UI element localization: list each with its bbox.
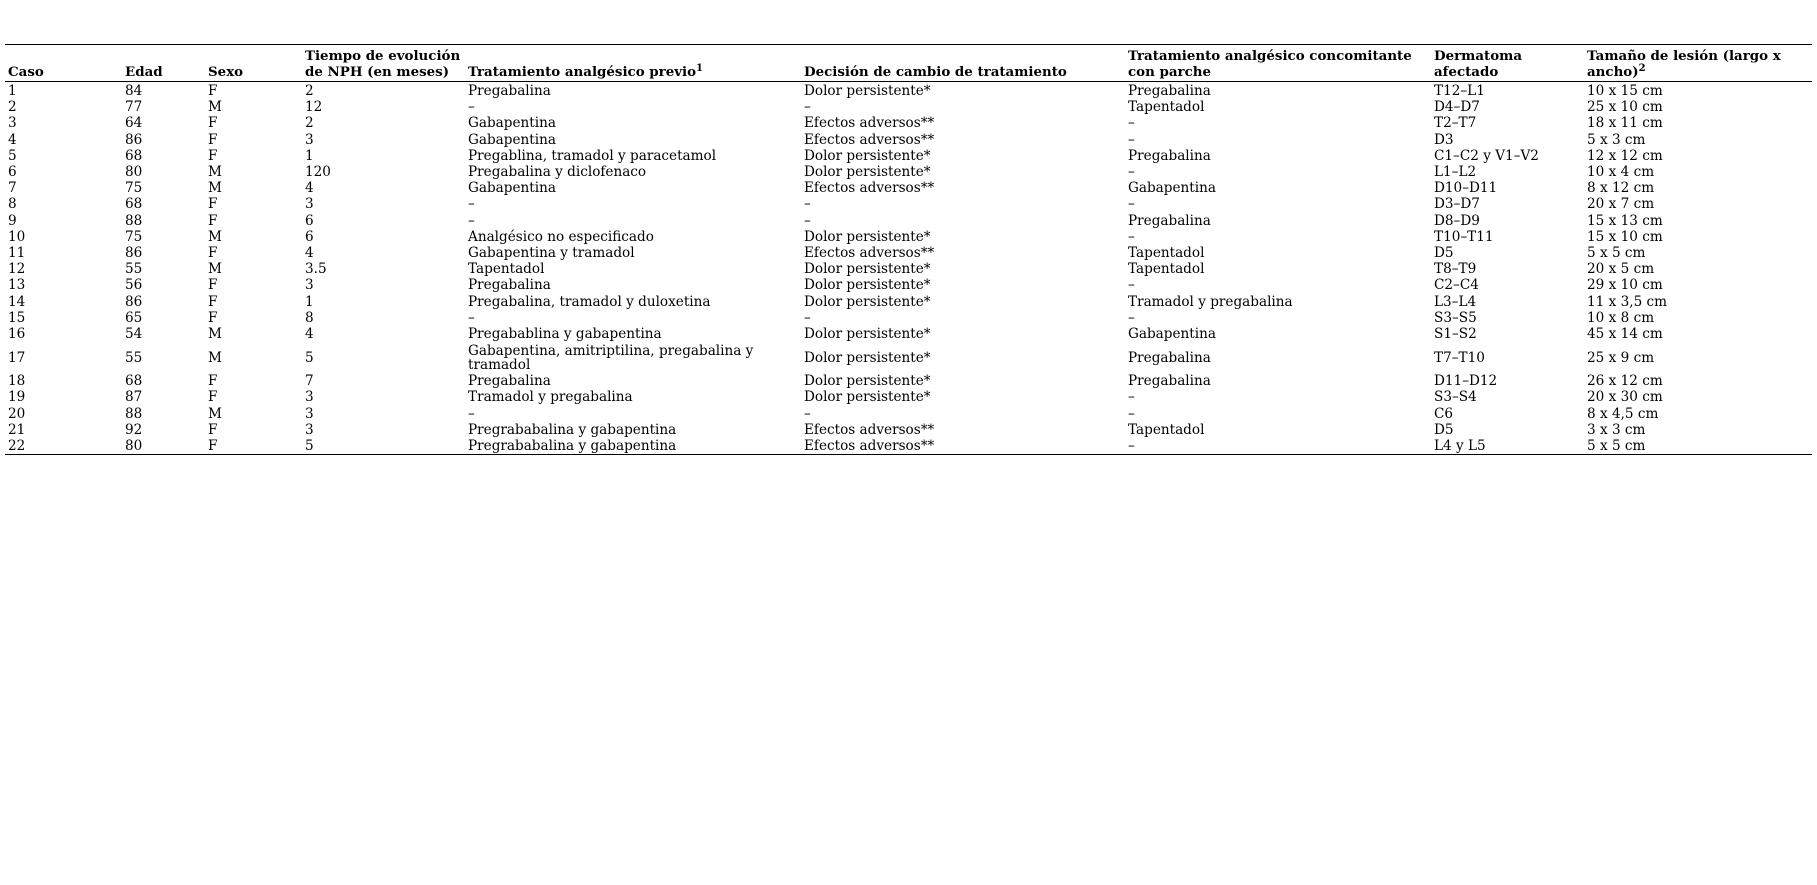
cell-tamano: 20 x 5 cm	[1587, 261, 1655, 278]
table-row	[5, 132, 1812, 148]
cell-edad: 75	[125, 228, 143, 245]
cell-sexo: F	[208, 309, 218, 326]
cell-sexo: F	[208, 196, 218, 213]
cell-edad: 68	[125, 196, 143, 213]
cell-caso: 8	[8, 196, 17, 213]
cell-concomitante: –	[1128, 196, 1135, 213]
cell-sexo: F	[208, 293, 218, 310]
table-row	[5, 261, 1812, 277]
cell-tratamiento-previo: Gabapentina	[468, 180, 556, 197]
cell-decision: Dolor persistente*	[804, 277, 931, 294]
cell-tiempo: 3	[305, 131, 314, 148]
table-header	[5, 45, 1812, 82]
cell-dermatoma: C6	[1434, 405, 1454, 422]
cell-decision: –	[804, 212, 811, 229]
cell-concomitante: Gabapentina	[1128, 326, 1216, 343]
cell-tratamiento-previo: Gabapentina, amitriptilina, pregabalina y tramadol	[468, 343, 754, 374]
cell-tiempo: 6	[305, 228, 314, 245]
cell-tiempo: 5	[305, 438, 314, 455]
cell-decision: Dolor persistente*	[804, 326, 931, 343]
cell-dermatoma: L3–L4	[1434, 293, 1477, 310]
cell-edad: 77	[125, 99, 143, 116]
table-row	[5, 245, 1812, 261]
cell-concomitante: Pregabalina	[1128, 147, 1211, 164]
table-row	[5, 389, 1812, 405]
cell-dermatoma: D8–D9	[1434, 212, 1480, 229]
cell-concomitante: Tramadol y pregabalina	[1128, 293, 1293, 310]
cell-caso: 12	[8, 261, 26, 278]
header-sexo	[205, 45, 302, 82]
cell-edad: 64	[125, 115, 143, 132]
cell-decision: –	[804, 309, 811, 326]
cell-concomitante: Tapentadol	[1128, 245, 1205, 262]
cell-edad: 68	[125, 147, 143, 164]
cell-tamano: 20 x 7 cm	[1587, 196, 1655, 213]
cell-caso: 19	[8, 389, 26, 406]
header-caso	[5, 45, 122, 82]
cell-dermatoma: L4 y L5	[1434, 438, 1486, 455]
table-row	[5, 294, 1812, 310]
cell-tiempo: 3	[305, 389, 314, 406]
cell-decision: Dolor persistente*	[804, 164, 931, 181]
cell-caso: 16	[8, 326, 26, 343]
header-label: Tamaño de lesión (largo x ancho)	[1587, 48, 1781, 80]
cell-tamano: 11 x 3,5 cm	[1587, 293, 1668, 310]
header-label: Tratamiento analgésico previo	[468, 64, 697, 80]
cell-tamano: 20 x 30 cm	[1587, 389, 1663, 406]
cell-tratamiento-previo: Gabapentina	[468, 131, 556, 148]
cell-tratamiento-previo: Pregrababalina y gabapentina	[468, 421, 677, 438]
cell-tamano: 10 x 15 cm	[1587, 83, 1663, 99]
patient-cases-table	[5, 44, 1812, 455]
cell-dermatoma: S3–S4	[1434, 389, 1477, 406]
cell-dermatoma: D3	[1434, 131, 1454, 148]
cell-sexo: F	[208, 389, 218, 406]
cell-sexo: M	[208, 326, 222, 343]
cell-tiempo: 4	[305, 245, 314, 262]
cell-dermatoma: T8–T9	[1434, 261, 1477, 278]
cell-sexo: F	[208, 277, 218, 294]
cell-tamano: 25 x 9 cm	[1587, 349, 1655, 366]
cell-sexo: M	[208, 405, 222, 422]
cell-concomitante: –	[1128, 164, 1135, 181]
cell-caso: 10	[8, 228, 26, 245]
cell-tiempo: 8	[305, 309, 314, 326]
cell-decision: Efectos adversos**	[804, 115, 935, 132]
cell-tiempo: 3.5	[305, 261, 327, 278]
cell-concomitante: Pregabalina	[1128, 349, 1211, 366]
cell-concomitante: –	[1128, 309, 1135, 326]
cell-sexo: F	[208, 147, 218, 164]
cell-decision: –	[804, 196, 811, 213]
cell-caso: 5	[8, 147, 17, 164]
cell-concomitante: –	[1128, 277, 1135, 294]
cell-caso: 4	[8, 131, 17, 148]
cell-caso: 9	[8, 212, 17, 229]
cell-tiempo: 2	[305, 83, 314, 99]
cell-sexo: M	[208, 261, 222, 278]
table-row	[5, 180, 1812, 196]
cell-tratamiento-previo: –	[468, 212, 475, 229]
cell-tiempo: 6	[305, 212, 314, 229]
header-label: Decisión de cambio de tratamiento	[804, 64, 1067, 80]
cell-caso: 17	[8, 349, 26, 366]
cell-sexo: F	[208, 438, 218, 455]
cell-edad: 54	[125, 326, 143, 343]
cell-tamano: 29 x 10 cm	[1587, 277, 1663, 294]
table-row	[5, 82, 1812, 100]
cell-concomitante: Tapentadol	[1128, 261, 1205, 278]
cell-sexo: M	[208, 349, 222, 366]
cell-edad: 88	[125, 405, 143, 422]
table-row	[5, 115, 1812, 131]
cell-tratamiento-previo: Tapentadol	[468, 261, 545, 278]
table-body	[5, 82, 1812, 455]
header-tiempo-evolucion	[302, 45, 465, 82]
table-container	[5, 44, 1812, 455]
header-tratamiento-previo	[465, 45, 801, 82]
cell-concomitante: –	[1128, 389, 1135, 406]
cell-caso: 2	[8, 99, 17, 116]
cell-tiempo: 3	[305, 421, 314, 438]
cell-edad: 55	[125, 261, 143, 278]
cell-tiempo: 2	[305, 115, 314, 132]
cell-tiempo: 120	[305, 164, 331, 181]
cell-tamano: 25 x 10 cm	[1587, 99, 1663, 116]
cell-dermatoma: D5	[1434, 245, 1454, 262]
cell-sexo: F	[208, 421, 218, 438]
cell-decision: Dolor persistente*	[804, 83, 931, 99]
table-row	[5, 342, 1812, 373]
cell-concomitante: –	[1128, 228, 1135, 245]
cell-dermatoma: T12–L1	[1434, 83, 1485, 99]
cell-caso: 15	[8, 309, 26, 326]
cell-edad: 56	[125, 277, 143, 294]
table-row	[5, 196, 1812, 212]
cell-edad: 86	[125, 245, 143, 262]
cell-decision: Efectos adversos**	[804, 180, 935, 197]
cell-decision: Efectos adversos**	[804, 438, 935, 455]
cell-edad: 80	[125, 438, 143, 455]
cell-caso: 11	[8, 245, 26, 262]
cell-edad: 75	[125, 180, 143, 197]
cell-decision: Dolor persistente*	[804, 349, 931, 366]
cell-sexo: F	[208, 83, 218, 99]
cell-tiempo: 1	[305, 293, 314, 310]
cell-decision: Dolor persistente*	[804, 228, 931, 245]
cell-dermatoma: D10–D11	[1434, 180, 1498, 197]
cell-caso: 3	[8, 115, 17, 132]
table-row	[5, 213, 1812, 229]
cell-dermatoma: D4–D7	[1434, 99, 1480, 116]
cell-tamano: 18 x 11 cm	[1587, 115, 1663, 132]
header-label: Sexo	[208, 64, 244, 80]
cell-tratamiento-previo: Pregabalina	[468, 277, 551, 294]
footnote-marker: 2	[1638, 63, 1646, 74]
table-row	[5, 99, 1812, 115]
header-label: Edad	[125, 64, 163, 80]
cell-edad: 65	[125, 309, 143, 326]
cell-tratamiento-previo: Pregabalina	[468, 83, 551, 99]
cell-concomitante: Pregabalina	[1128, 212, 1211, 229]
cell-concomitante: Pregabalina	[1128, 83, 1211, 99]
cell-tratamiento-previo: –	[468, 309, 475, 326]
cell-sexo: F	[208, 115, 218, 132]
cell-sexo: F	[208, 212, 218, 229]
cell-tamano: 26 x 12 cm	[1587, 373, 1663, 390]
header-edad	[122, 45, 205, 82]
cell-caso: 13	[8, 277, 26, 294]
cell-tamano: 15 x 13 cm	[1587, 212, 1663, 229]
header-decision-cambio	[801, 45, 1125, 82]
cell-decision: Dolor persistente*	[804, 373, 931, 390]
header-label: Dermatoma afectado	[1434, 48, 1522, 80]
cell-tratamiento-previo: Pregabalina, tramadol y duloxetina	[468, 293, 711, 310]
cell-tratamiento-previo: Gabapentina	[468, 115, 556, 132]
cell-dermatoma: T10–T11	[1434, 228, 1494, 245]
cell-caso: 1	[8, 83, 17, 99]
cell-tiempo: 3	[305, 196, 314, 213]
cell-edad: 55	[125, 349, 143, 366]
cell-dermatoma: T7–T10	[1434, 349, 1485, 366]
cell-edad: 86	[125, 293, 143, 310]
header-dermatoma	[1431, 45, 1584, 82]
header-tratamiento-concomitante	[1125, 45, 1431, 82]
cell-decision: –	[804, 99, 811, 116]
cell-tamano: 8 x 12 cm	[1587, 180, 1655, 197]
table-row	[5, 422, 1812, 438]
cell-tiempo: 12	[305, 99, 323, 116]
cell-concomitante: –	[1128, 405, 1135, 422]
cell-tiempo: 5	[305, 349, 314, 366]
cell-tiempo: 1	[305, 147, 314, 164]
cell-dermatoma: C1–C2 y V1–V2	[1434, 147, 1539, 164]
cell-edad: 86	[125, 131, 143, 148]
table-row	[5, 310, 1812, 326]
table-row	[5, 438, 1812, 455]
cell-tamano: 5 x 5 cm	[1587, 438, 1646, 455]
cell-sexo: F	[208, 373, 218, 390]
cell-edad: 84	[125, 83, 143, 99]
cell-tratamiento-previo: –	[468, 99, 475, 116]
cell-caso: 18	[8, 373, 26, 390]
cell-edad: 88	[125, 212, 143, 229]
cell-sexo: F	[208, 245, 218, 262]
cell-edad: 68	[125, 373, 143, 390]
table-row	[5, 164, 1812, 180]
cell-tamano: 5 x 5 cm	[1587, 245, 1646, 262]
cell-tamano: 12 x 12 cm	[1587, 147, 1663, 164]
cell-dermatoma: S3–S5	[1434, 309, 1477, 326]
cell-tratamiento-previo: Pregabalina	[468, 373, 551, 390]
cell-tamano: 5 x 3 cm	[1587, 131, 1646, 148]
cell-sexo: M	[208, 228, 222, 245]
cell-caso: 20	[8, 405, 26, 422]
cell-tamano: 45 x 14 cm	[1587, 326, 1663, 343]
cell-edad: 80	[125, 164, 143, 181]
cell-sexo: M	[208, 99, 222, 116]
cell-concomitante: –	[1128, 115, 1135, 132]
cell-tratamiento-previo: Gabapentina y tramadol	[468, 245, 635, 262]
cell-caso: 7	[8, 180, 17, 197]
cell-edad: 92	[125, 421, 143, 438]
header-label: Tratamiento analgésico concomitante con parche	[1128, 48, 1412, 80]
cell-dermatoma: D3–D7	[1434, 196, 1480, 213]
cell-tratamiento-previo: –	[468, 405, 475, 422]
footnote-marker: 1	[696, 63, 704, 74]
cell-tiempo: 3	[305, 277, 314, 294]
cell-tiempo: 7	[305, 373, 314, 390]
cell-edad: 87	[125, 389, 143, 406]
table-row	[5, 148, 1812, 164]
cell-sexo: M	[208, 180, 222, 197]
cell-concomitante: Tapentadol	[1128, 421, 1205, 438]
cell-tiempo: 3	[305, 405, 314, 422]
cell-tratamiento-previo: Analgésico no especificado	[468, 228, 654, 245]
cell-caso: 6	[8, 164, 17, 181]
cell-tratamiento-previo: Pregablina, tramadol y paracetamol	[468, 147, 717, 164]
cell-tamano: 3 x 3 cm	[1587, 421, 1646, 438]
cell-decision: Efectos adversos**	[804, 421, 935, 438]
header-label: Caso	[8, 64, 44, 80]
cell-decision: Dolor persistente*	[804, 147, 931, 164]
header-row	[5, 45, 1812, 82]
cell-tamano: 10 x 4 cm	[1587, 164, 1655, 181]
cell-tratamiento-previo: Pregrababalina y gabapentina	[468, 438, 677, 455]
cell-decision: –	[804, 405, 811, 422]
cell-decision: Dolor persistente*	[804, 389, 931, 406]
cell-decision: Efectos adversos**	[804, 245, 935, 262]
cell-decision: Dolor persistente*	[804, 293, 931, 310]
cell-tratamiento-previo: Pregabalina y diclofenaco	[468, 164, 647, 181]
cell-caso: 14	[8, 293, 26, 310]
table-row	[5, 277, 1812, 293]
cell-dermatoma: T2–T7	[1434, 115, 1477, 132]
cell-concomitante: –	[1128, 438, 1135, 455]
cell-dermatoma: C2–C4	[1434, 277, 1479, 294]
cell-dermatoma: S1–S2	[1434, 326, 1477, 343]
cell-tiempo: 4	[305, 180, 314, 197]
cell-concomitante: Pregabalina	[1128, 373, 1211, 390]
cell-tamano: 15 x 10 cm	[1587, 228, 1663, 245]
table-row	[5, 406, 1812, 422]
header-label: Tiempo de evolución de NPH (en meses)	[305, 48, 461, 80]
header-tamano-lesion	[1584, 45, 1812, 82]
table-row	[5, 326, 1812, 342]
cell-sexo: M	[208, 164, 222, 181]
cell-tratamiento-previo: Tramadol y pregabalina	[468, 389, 633, 406]
cell-tratamiento-previo: –	[468, 196, 475, 213]
cell-concomitante: Tapentadol	[1128, 99, 1205, 116]
cell-concomitante: Gabapentina	[1128, 180, 1216, 197]
cell-sexo: F	[208, 131, 218, 148]
cell-tratamiento-previo: Pregabablina y gabapentina	[468, 326, 662, 343]
table-row	[5, 229, 1812, 245]
cell-decision: Efectos adversos**	[804, 131, 935, 148]
cell-tamano: 10 x 8 cm	[1587, 309, 1655, 326]
table-row	[5, 373, 1812, 389]
cell-tamano: 8 x 4,5 cm	[1587, 405, 1659, 422]
cell-concomitante: –	[1128, 131, 1135, 148]
cell-decision: Dolor persistente*	[804, 261, 931, 278]
cell-dermatoma: D5	[1434, 421, 1454, 438]
cell-caso: 21	[8, 421, 26, 438]
cell-caso: 22	[8, 438, 26, 455]
cell-dermatoma: L1–L2	[1434, 164, 1477, 181]
cell-dermatoma: D11–D12	[1434, 373, 1498, 390]
cell-tiempo: 4	[305, 326, 314, 343]
